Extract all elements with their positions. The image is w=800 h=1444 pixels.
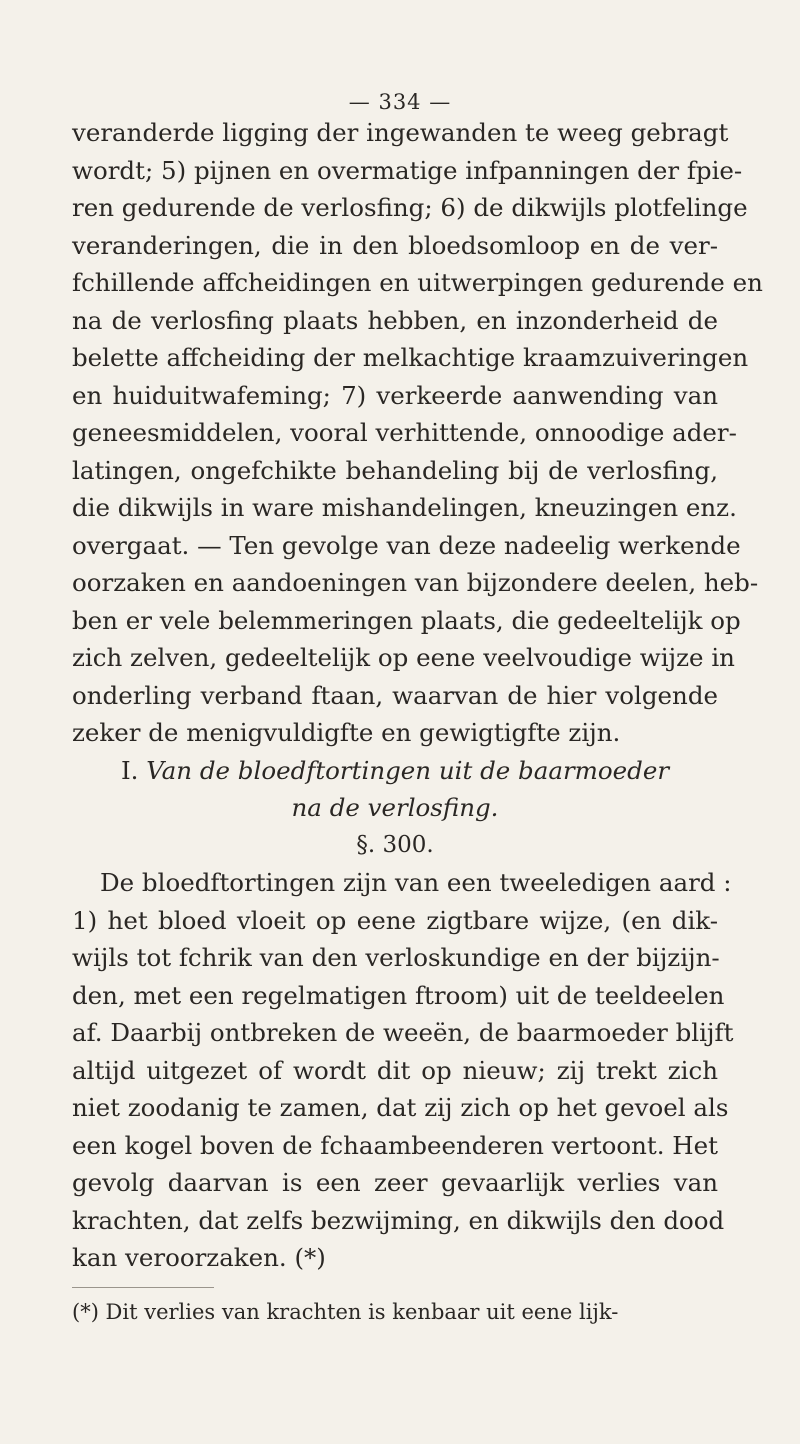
text-line: zich zelven, gedeeltelijk op eene veelvoudige wijze in (72, 643, 735, 672)
text-line: 1) het bloed vloeit op eene zigtbare wijze, (en dik- (72, 905, 718, 935)
text-line: belette affcheiding der melkachtige kraamzuiveringen (72, 343, 749, 372)
text-line: veranderde ligging der ingewanden te weeg gebragt (72, 118, 729, 147)
text-line: die dikwijls in ware mishandelingen, kneuzingen enz. (72, 493, 737, 522)
footnote-divider (72, 1287, 214, 1288)
chapter-heading-continued (72, 789, 718, 827)
page-number: — 334 — (348, 90, 452, 114)
section-number: §. 300. (356, 831, 434, 858)
text-line: De bloedftortingen zijn van een tweeledigen aard : (100, 868, 732, 897)
text-line: wijls tot fchrik van den verloskundige en der bijzijn- (72, 943, 720, 972)
text-line: zeker de menigvuldigfte en gewigtigfte zijn. (72, 718, 621, 747)
text-line: den, met een regelmatigen ftroom) uit de teeldeelen (72, 980, 725, 1010)
text-line: gevolg daarvan is een zeer gevaarlijk verlies van (72, 1168, 718, 1197)
heading-numeral: I. (120, 755, 139, 785)
heading-title-line-2: na de verlosfing. (291, 793, 499, 822)
heading-title-line-1: Van de bloedftortingen uit de baarmoeder (146, 755, 670, 785)
text-line: na de verlosfing plaats hebben, en inzonderheid de (72, 305, 718, 335)
body-text (72, 114, 763, 1331)
text-line: kan veroorzaken. (*) (72, 1243, 326, 1272)
text-line: niet zoodanig te zamen, dat zij zich op het gevoel als (72, 1093, 729, 1122)
text-line: een kogel boven de fchaambeenderen vertoont. Het (72, 1130, 719, 1160)
text-line: krachten, dat zelfs bezwijming, en dikwijls den dood (72, 1205, 725, 1235)
text-line: latingen, ongefchikte behandeling bij de verlosfing, (72, 455, 718, 485)
text-line: veranderingen, die in den bloedsomloop en de ver- (72, 230, 718, 260)
text-line: ren gedurende de verlosfing; 6) de dikwijls plotfelinge (72, 193, 748, 222)
text-line: altijd uitgezet of wordt dit op nieuw; zij trekt zich (72, 1055, 718, 1085)
text-line: ben er vele belemmeringen plaats, die gedeeltelijk op (72, 605, 741, 635)
chapter-heading (72, 752, 718, 790)
text-line: onderling verband ftaan, waarvan de hier volgende (72, 680, 718, 710)
text-line: wordt; 5) pijnen en overmatige infpanningen der fpie- (72, 155, 743, 185)
paragraph-1 (72, 114, 763, 752)
paragraph-2 (72, 864, 734, 1277)
text-line: af. Daarbij ontbreken de weeën, de baarmoeder blijft (72, 1018, 734, 1047)
text-line: en huiduitwafeming; 7) verkeerde aanwending van (72, 380, 718, 410)
footnote: (*) Dit verlies van krachten is kenbaar uit eene lijk- (72, 1299, 619, 1324)
text-line: fchillende affcheidingen en uitwerpingen gedurende en (72, 268, 763, 297)
text-line: geneesmiddelen, vooral verhittende, onnoodige ader- (72, 418, 737, 447)
text-line: overgaat. — Ten gevolge van deze nadeelig werkende (72, 530, 741, 560)
text-line: oorzaken en aandoeningen van bijzondere deelen, heb- (72, 568, 759, 597)
